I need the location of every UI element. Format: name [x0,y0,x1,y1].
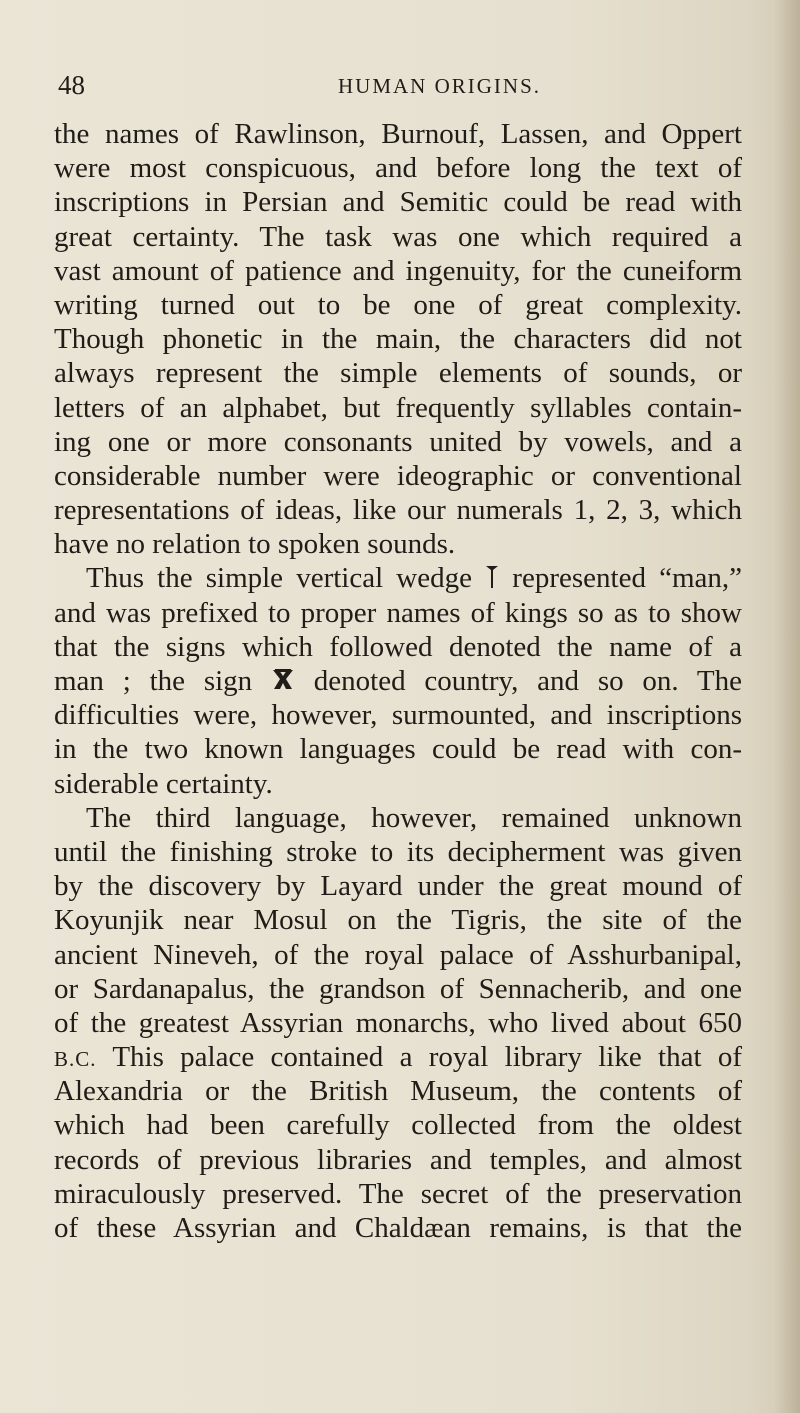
sign-line-before: man ; the sign [54,665,253,697]
sign-line-after: denoted country, and so on. The [313,665,743,697]
text-line-sign [54,664,742,698]
bc-abbreviation: B.C. [54,1047,97,1072]
text-line: of these Assyrian and Chaldæan remains, is that the [54,1212,742,1244]
text-line: difficulties were, however, surmounted, and inscriptions [54,699,742,732]
text-line: by the discovery by Layard under the great mound of [54,870,742,903]
text-line: Koyunjik near Mosul on the Tigris, the site of the [54,904,742,937]
text-line: Alexandria or the British Museum, the contents of [54,1075,742,1108]
wedge-line-after: represented “man,” [512,562,743,595]
text-line: records of previous libraries and temples, and almost [54,1143,742,1176]
page-number: 48 [58,70,85,100]
running-head: HUMAN ORIGINS. [338,74,542,98]
text-line: Though phonetic in the main, the characters did not [54,323,742,356]
text-line: letters of an alphabet, but frequently syllables contain- [54,391,742,424]
text-line: were most conspicuous, and before long the text of [54,152,742,185]
text-line: which had been carefully collected from the oldest [54,1109,742,1142]
text-line: miraculously preserved. The secret of the preservation [54,1177,742,1210]
text-line: that the signs which followed denoted the name of a [54,630,742,663]
text-line: until the finishing stroke to its decipherment was given [54,835,742,868]
text-line: great certainty. The task was one which required a [54,220,742,253]
text-line: ing one or more consonants united by vowels, and a [54,425,742,458]
text-line: representations of ideas, like our numerals 1, 2, 3, which [54,494,742,527]
page-edge-shadow [774,0,800,1413]
text-line: ancient Nineveh, of the royal palace of Asshurbanipal, [54,938,742,971]
text-line: and was prefixed to proper names of kings so as to show [54,596,742,629]
text-line: siderable certainty. [54,767,273,800]
text-line-bc [54,1040,742,1074]
cuneiform-country-sign-icon [271,667,295,701]
text-line: have no relation to spoken sounds. [54,528,456,561]
page-header [58,70,738,110]
text-line: vast amount of patience and ingenuity, for the cuneiform [54,254,742,287]
text-line-wedge [54,561,742,595]
cuneiform-vertical-wedge-icon [485,564,499,598]
text-line: The third language, however, remained unknown [86,801,742,834]
text-line: the names of Rawlinson, Burnouf, Lassen, and Oppert [54,118,742,150]
text-line: considerable number were ideographic or conventional [54,459,742,492]
text-line: of the greatest Assyrian monarchs, who lived about 650 [54,1006,742,1039]
text-line: always represent the simple elements of sounds, or [54,357,742,390]
text-line: writing turned out to be one of great complexity. [54,288,742,321]
text-line: in the two known languages could be read with con- [54,733,742,766]
bc-line-after: This palace contained a royal library like that of [112,1041,743,1074]
text-line: inscriptions in Persian and Semitic could be read with [54,186,742,219]
wedge-line-before: Thus the simple vertical wedge [86,562,472,595]
body-text [54,117,742,1245]
text-line: or Sardanapalus, the grandson of Sennacherib, and one [54,972,742,1005]
